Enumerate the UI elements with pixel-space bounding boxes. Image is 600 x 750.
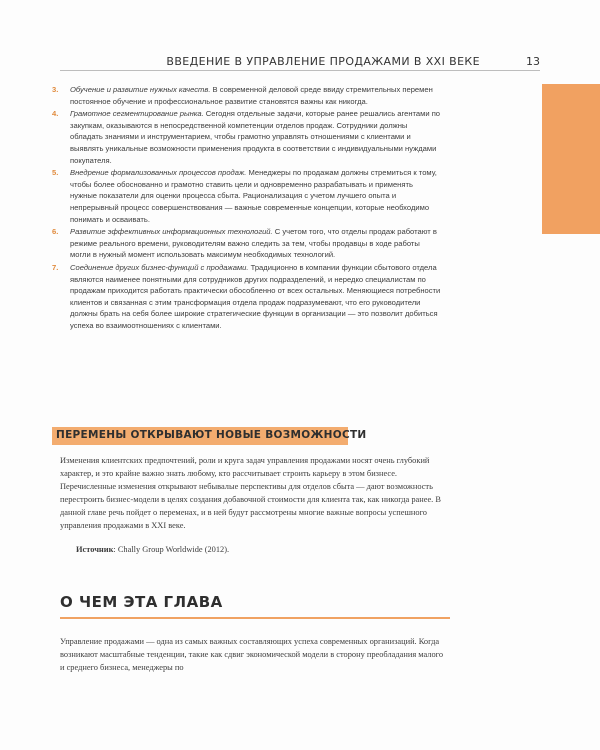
list-item	[52, 108, 442, 166]
list-item	[52, 167, 442, 225]
list-item-heading: Обучение и развитие нужных качеств.	[70, 85, 211, 94]
list-item	[52, 84, 442, 107]
box-paragraph: Изменения клиентских предпочтений, роли и круга задач управления продажами носят очень глубокий характер, и это крайне важно знать любому, кто рассчитывает строить карьеру в этом бизнесе. Перечисленные изменения открывают небывалые перспективы для отделов сбыта — дают возможность перестроить бизнес-модели в целях создания добавочной стоимости для клиента так, как никогда ранее. В данной главе речь пойдет о переменах, и в ней будут рассмотрены многие важные вопросы успешного управления продажами в XXI веке.	[60, 456, 441, 530]
list-item-text: Менеджеры по продажам должны стремиться к тому, чтобы более обоснованно и грамотно ставить цели и одновременно разрабатывать и применять нужные показатели для оценки процесса сбыта. Рационализация с учетом лучшего опыта и непрерывный процесс совершенствования — важные современные концепции, которые необходимо понимать и осваивать.	[70, 168, 437, 224]
numbered-list	[52, 84, 442, 332]
chapter-side-tab	[542, 84, 600, 234]
running-header-title: ВВЕДЕНИЕ В УПРАВЛЕНИЕ ПРОДАЖАМИ В XXI ВЕКЕ	[166, 55, 480, 68]
section-title-rule	[60, 617, 450, 619]
list-item-text: Сегодня отдельные задачи, которые ранее решались агентами по закупкам, оказываются в непосредственной компетенции отделов продаж. Сотрудники должны обладать знаниями и инструментарием, чтобы грамотно управлять отношениями с клиентами и выявлять уникальные возможности применения продукта в соответствии с индивидуальными нуждами покупателя.	[70, 109, 441, 165]
header-rule	[60, 70, 540, 71]
list-item-number: 7.	[52, 262, 59, 272]
list-item-heading: Соединение других бизнес-функций с продажами.	[70, 262, 249, 272]
box-heading: ПЕРЕМЕНЫ ОТКРЫВАЮТ НОВЫЕ ВОЗМОЖНОСТИ	[56, 429, 367, 441]
list-item-text: В современной деловой среде ввиду стремительных перемен постоянное обучение и профессиональное развитие становятся важны как никогда.	[70, 85, 433, 106]
list-item-heading: Грамотное сегментирование рынка.	[70, 109, 204, 119]
source-text: : Chally Group Worldwide (2012).	[113, 545, 230, 554]
section-title: О ЧЕМ ЭТА ГЛАВА	[60, 593, 223, 611]
section-paragraph: Управление продажами — одна из самых важных составляющих успеха современных организаций. Когда возникают масштабные тенденции, такие как сдвиг экономической модели в сторону преобладания малого и среднего бизнеса, менеджеры по	[60, 637, 444, 672]
list-item-number: 6.	[52, 227, 59, 237]
list-item	[52, 226, 442, 261]
list-item-text: Традиционно в компании функции сбытового отдела являются наименее понятными для сотрудников других подразделений, и нередко специалистам по продажам приходится работать практически обособленно от всех остальных. Меняющиеся потребности клиентов и связанная с этим трансформация отдела продаж подразумевают, что его руководители должны брать на себя более широкие стратегические функции в организации — это позволит добиться успеха во взаимоотношениях с клиентами.	[70, 262, 441, 330]
list-item-number: 5.	[52, 168, 59, 178]
list-item-heading: Развитие эффективных информационных технологий.	[70, 227, 273, 237]
page-number: 13	[526, 55, 540, 68]
list-item	[52, 262, 442, 332]
list-item-heading: Внедрение формализованных процессов продаж.	[70, 168, 247, 178]
list-item-number: 3.	[52, 85, 59, 94]
list-item-number: 4.	[52, 109, 59, 119]
running-header	[60, 52, 540, 72]
source-citation	[76, 545, 229, 554]
list-item-text: С учетом того, что отделы продаж работают в режиме реального времени, руководителям важно следить за тем, чтобы продавцы в ходе работы могли в нужный момент использовать максимум необходимых технологий.	[70, 227, 437, 260]
source-label: Источник	[76, 545, 114, 554]
